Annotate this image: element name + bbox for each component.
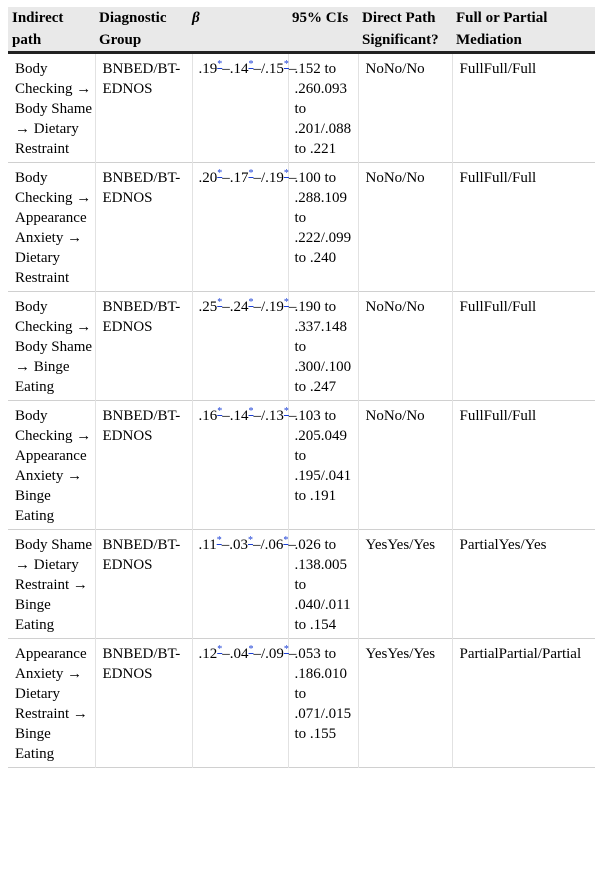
footnote-link[interactable]: * [248, 406, 254, 417]
footnote-link[interactable]: * [217, 644, 223, 655]
cell-ci: .152 to .260.093 to .201/.088 to .221 [288, 53, 358, 163]
cell-ci: .100 to .288.109 to .222/.099 to .240 [288, 163, 358, 292]
beta-value: –/.13 [253, 408, 284, 424]
header-mediation: Full or Partial Mediation [452, 7, 595, 53]
footnote-link[interactable]: * [283, 168, 289, 179]
beta-value: –/.06 [252, 537, 284, 553]
cell-group: BNBED/BT-EDNOS [95, 530, 192, 639]
beta-value: .20 [198, 170, 218, 186]
beta-value: – [288, 408, 297, 424]
cell-mediation: FullFull/Full [459, 299, 537, 315]
footnote-link[interactable]: * [283, 644, 289, 655]
beta-value: – [288, 299, 297, 315]
header-ci: 95% CIs [288, 7, 358, 53]
footnote-link[interactable]: * [283, 406, 289, 417]
cell-direct-path: NoNo/No [358, 163, 452, 292]
header-beta: β [192, 7, 288, 53]
beta-value: .12 [198, 646, 218, 662]
beta-value: –/.19 [253, 170, 284, 186]
footnote-link[interactable]: * [217, 59, 223, 70]
cell-direct-path: NoNo/No [358, 401, 452, 530]
footnote-link[interactable]: * [283, 535, 289, 546]
cell-direct-path: YesYes/Yes [358, 530, 452, 639]
footnote-link[interactable]: * [217, 297, 223, 308]
footnote-link[interactable]: * [248, 168, 254, 179]
footnote-link[interactable]: * [217, 168, 223, 179]
cell-path: Body Checking → Appearance Anxiety → Dietary Restraint [8, 163, 95, 292]
cell-beta [192, 639, 297, 768]
mediation-table [8, 7, 595, 768]
cell-group: BNBED/BT-EDNOS [95, 639, 192, 768]
cell-mediation: FullFull/Full [459, 170, 537, 186]
cell-ci: .053 to .186.010 to .071/.015 to .155 [288, 639, 358, 768]
table-row [8, 53, 595, 163]
cell-group: BNBED/BT-EDNOS [95, 53, 192, 163]
cell-mediation: PartialYes/Yes [459, 537, 547, 553]
table-row [8, 639, 595, 768]
cell-beta [192, 292, 297, 401]
cell-beta [192, 53, 297, 163]
cell-mediation: FullFull/Full [459, 408, 537, 424]
header-indirect-path: Indirect path [8, 7, 95, 53]
header-diagnostic-group: Diagnostic Group [95, 7, 192, 53]
cell-direct-path: NoNo/No [358, 53, 452, 163]
footnote-link[interactable]: * [248, 644, 254, 655]
cell-path: Appearance Anxiety → Dietary Restraint → Binge Eating [8, 639, 95, 768]
cell-path: Body Shame → Dietary Restraint → Binge Eating [8, 530, 95, 639]
footnote-link[interactable]: * [217, 406, 223, 417]
cell-direct-path: YesYes/Yes [358, 639, 452, 768]
cell-group: BNBED/BT-EDNOS [95, 292, 192, 401]
beta-value: – [288, 61, 297, 77]
cell-direct-path: NoNo/No [358, 292, 452, 401]
table-row [8, 292, 595, 401]
cell-ci: .190 to .337.148 to .300/.100 to .247 [288, 292, 358, 401]
footnote-link[interactable]: * [248, 297, 254, 308]
cell-beta [192, 401, 297, 530]
cell-group: BNBED/BT-EDNOS [95, 163, 192, 292]
beta-value: .25 [198, 299, 218, 315]
cell-path: Body Checking → Appearance Anxiety → Binge Eating [8, 401, 95, 530]
header-direct-path: Direct Path Significant? [358, 7, 452, 53]
cell-mediation: PartialPartial/Partial [459, 646, 582, 662]
footnote-link[interactable]: * [216, 535, 222, 546]
beta-value: –.14 [222, 408, 249, 424]
beta-value: – [288, 170, 297, 186]
table-row [8, 401, 595, 530]
beta-value: –.03 [221, 537, 248, 553]
beta-value: .11 [198, 537, 217, 553]
beta-value: –/.19 [253, 299, 284, 315]
cell-ci: .103 to .205.049 to .195/.041 to .191 [288, 401, 358, 530]
cell-path: Body Checking → Body Shame → Binge Eating [8, 292, 95, 401]
header-row [8, 7, 595, 53]
footnote-link[interactable]: * [283, 297, 289, 308]
footnote-link[interactable]: * [283, 59, 289, 70]
beta-value: –.14 [222, 61, 249, 77]
beta-value: – [288, 646, 297, 662]
beta-value: –/.09 [253, 646, 284, 662]
beta-value: –.17 [222, 170, 249, 186]
beta-value: – [288, 537, 296, 553]
cell-group: BNBED/BT-EDNOS [95, 401, 192, 530]
beta-value: –.04 [222, 646, 249, 662]
beta-value: –/.15 [253, 61, 284, 77]
footnote-link[interactable]: * [248, 59, 254, 70]
cell-mediation: FullFull/Full [459, 61, 537, 77]
cell-path: Body Checking → Body Shame → Dietary Restraint [8, 53, 95, 163]
beta-value: –.24 [222, 299, 249, 315]
table-row [8, 163, 595, 292]
cell-ci: .026 to .138.005 to .040/.011 to .154 [288, 530, 358, 639]
cell-beta [192, 530, 296, 639]
table-row [8, 530, 595, 639]
beta-value: .16 [198, 408, 218, 424]
footnote-link[interactable]: * [247, 535, 253, 546]
beta-value: .19 [198, 61, 218, 77]
cell-beta [192, 163, 297, 292]
